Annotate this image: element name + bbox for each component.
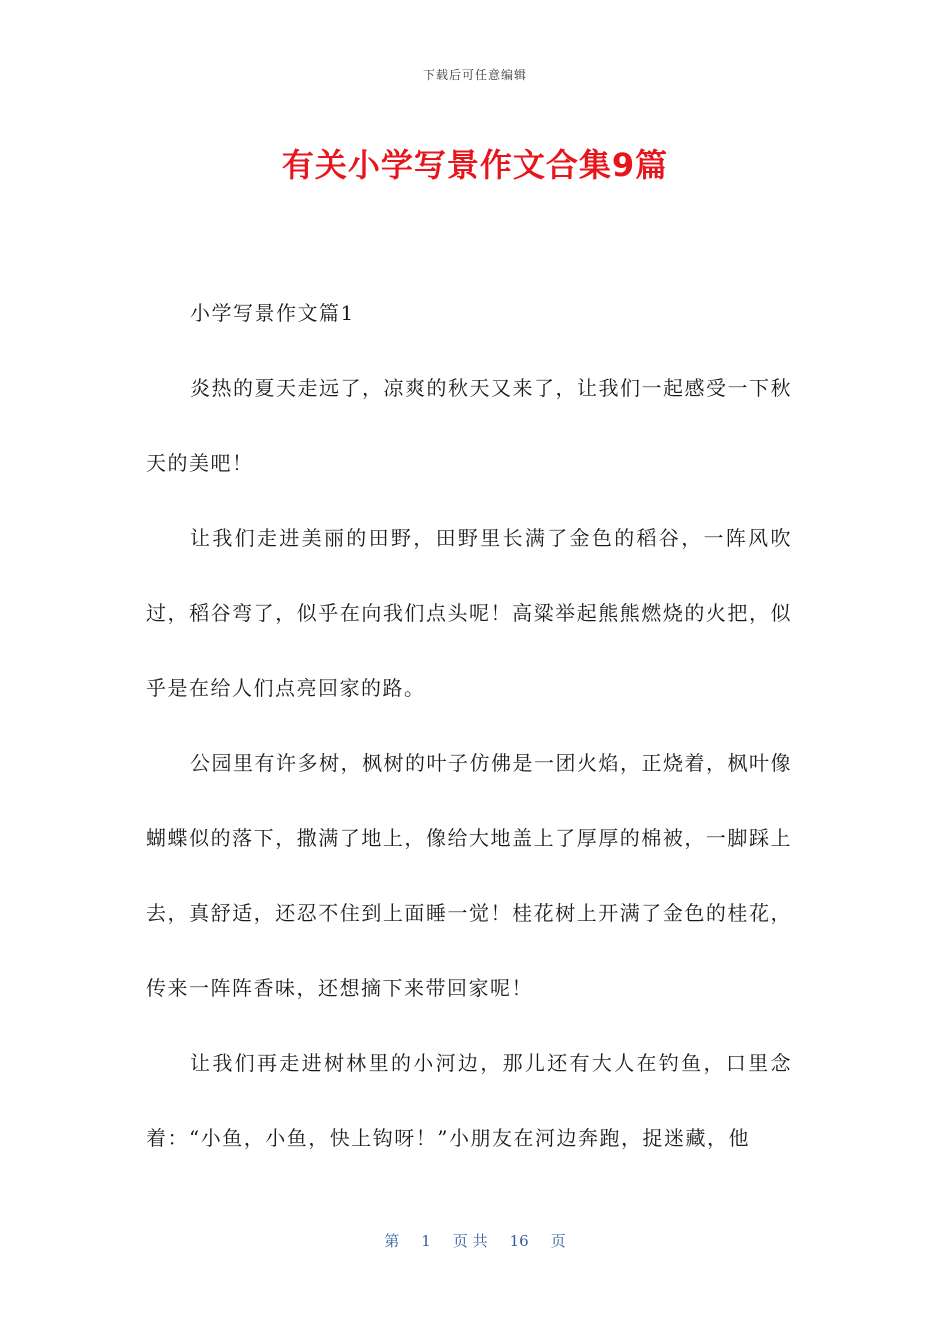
document-title: 有关小学写景作文合集9篇	[281, 146, 669, 184]
page-footer	[0, 1230, 950, 1251]
paragraph: 公园里有许多树，枫树的叶子仿佛是一团火焰，正烧着，枫叶像蝴蝶似的落下，撒满了地上，像给大地盖上了厚厚的棉被，一脚踩上去，真舒适，还忍不住到上面睡一觉！桂花树上开满了金色的桂花，传来一阵阵香味，还想摘下来带回家呢！	[146, 751, 792, 1000]
paragraph: 让我们走进美丽的田野，田野里长满了金色的稻谷，一阵风吹过，稻谷弯了，似乎在向我们点头呢！高粱举起熊熊燃烧的火把，似乎是在给人们点亮回家的路。	[146, 526, 792, 700]
section-heading: 小学写景作文篇1	[190, 301, 355, 325]
footer-page-prefix: 第	[384, 1232, 400, 1250]
header-note: 下载后可任意编辑	[422, 68, 527, 82]
footer-page-mid: 页 共	[452, 1232, 488, 1250]
footer-total-pages: 16	[509, 1232, 529, 1250]
footer-current-page: 1	[421, 1232, 431, 1250]
document-body	[146, 276, 792, 1176]
footer-page-suffix: 页	[550, 1232, 566, 1250]
paragraph: 炎热的夏天走远了，凉爽的秋天又来了，让我们一起感受一下秋天的美吧！	[146, 376, 792, 475]
paragraph: 让我们再走进树林里的小河边，那儿还有大人在钓鱼，口里念着：“小鱼，小鱼，快上钩呀！”小朋友在河边奔跑，捉迷藏，他	[146, 1051, 792, 1150]
